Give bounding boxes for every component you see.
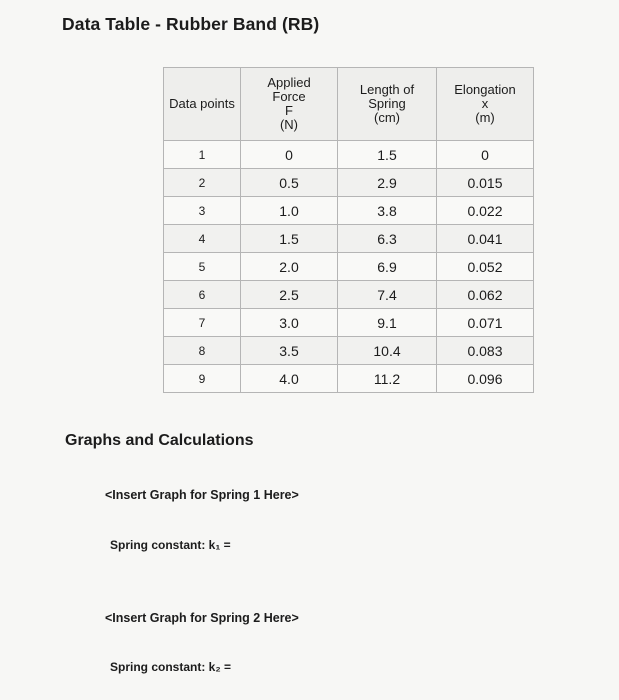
data-table [163,67,534,393]
header-length-of-spring [338,68,437,141]
cell-force: 4.0 [241,365,338,393]
spring-constant-k2: Spring constant: k₂ = [110,660,232,674]
header-line: Spring [368,96,406,111]
header-line: (cm) [374,110,400,125]
cell-force: 3.0 [241,309,338,337]
table-row [164,253,534,281]
spring-constant-k1: Spring constant: k₁ = [110,538,231,552]
cell-data-point: 2 [164,169,241,197]
cell-force: 0.5 [241,169,338,197]
cell-length: 6.3 [338,225,437,253]
cell-data-point: 3 [164,197,241,225]
cell-force: 1.5 [241,225,338,253]
cell-force: 2.0 [241,253,338,281]
graph-1-placeholder: <Insert Graph for Spring 1 Here> [105,488,299,502]
table-row [164,225,534,253]
cell-data-point: 6 [164,281,241,309]
cell-data-point: 8 [164,337,241,365]
graph-2-placeholder: <Insert Graph for Spring 2 Here> [105,611,299,625]
header-line: Length of [359,82,415,97]
header-line: Applied [267,75,311,90]
cell-length: 2.9 [338,169,437,197]
header-line: F [285,103,293,118]
table-header-row [164,68,534,141]
cell-length: 11.2 [338,365,437,393]
table-row [164,169,534,197]
cell-force: 0 [241,141,338,169]
section-title: Graphs and Calculations [65,432,254,449]
cell-elongation: 0.062 [437,281,534,309]
header-data-points [164,68,241,141]
cell-data-point: 9 [164,365,241,393]
cell-force: 2.5 [241,281,338,309]
page-title: Data Table - Rubber Band (RB) [62,14,320,34]
table-row [164,281,534,309]
header-line: Force [272,89,306,104]
cell-elongation: 0 [437,141,534,169]
header-line: (m) [475,110,495,125]
cell-data-point: 5 [164,253,241,281]
header-elongation [437,68,534,141]
cell-elongation: 0.052 [437,253,534,281]
cell-length: 6.9 [338,253,437,281]
cell-elongation: 0.096 [437,365,534,393]
cell-length: 3.8 [338,197,437,225]
cell-length: 10.4 [338,337,437,365]
cell-length: 9.1 [338,309,437,337]
table-row [164,365,534,393]
cell-force: 1.0 [241,197,338,225]
cell-elongation: 0.022 [437,197,534,225]
table-row [164,309,534,337]
cell-elongation: 0.015 [437,169,534,197]
header-line: Data points [169,96,235,111]
cell-data-point: 4 [164,225,241,253]
cell-elongation: 0.083 [437,337,534,365]
cell-force: 3.5 [241,337,338,365]
cell-length: 7.4 [338,281,437,309]
header-applied-force [241,68,338,141]
header-line: (N) [279,117,299,132]
cell-elongation: 0.041 [437,225,534,253]
cell-elongation: 0.071 [437,309,534,337]
header-line: Elongation [454,82,516,97]
table-row [164,337,534,365]
table-row [164,141,534,169]
cell-data-point: 1 [164,141,241,169]
header-line: x [481,96,489,111]
cell-data-point: 7 [164,309,241,337]
cell-length: 1.5 [338,141,437,169]
table-row [164,197,534,225]
